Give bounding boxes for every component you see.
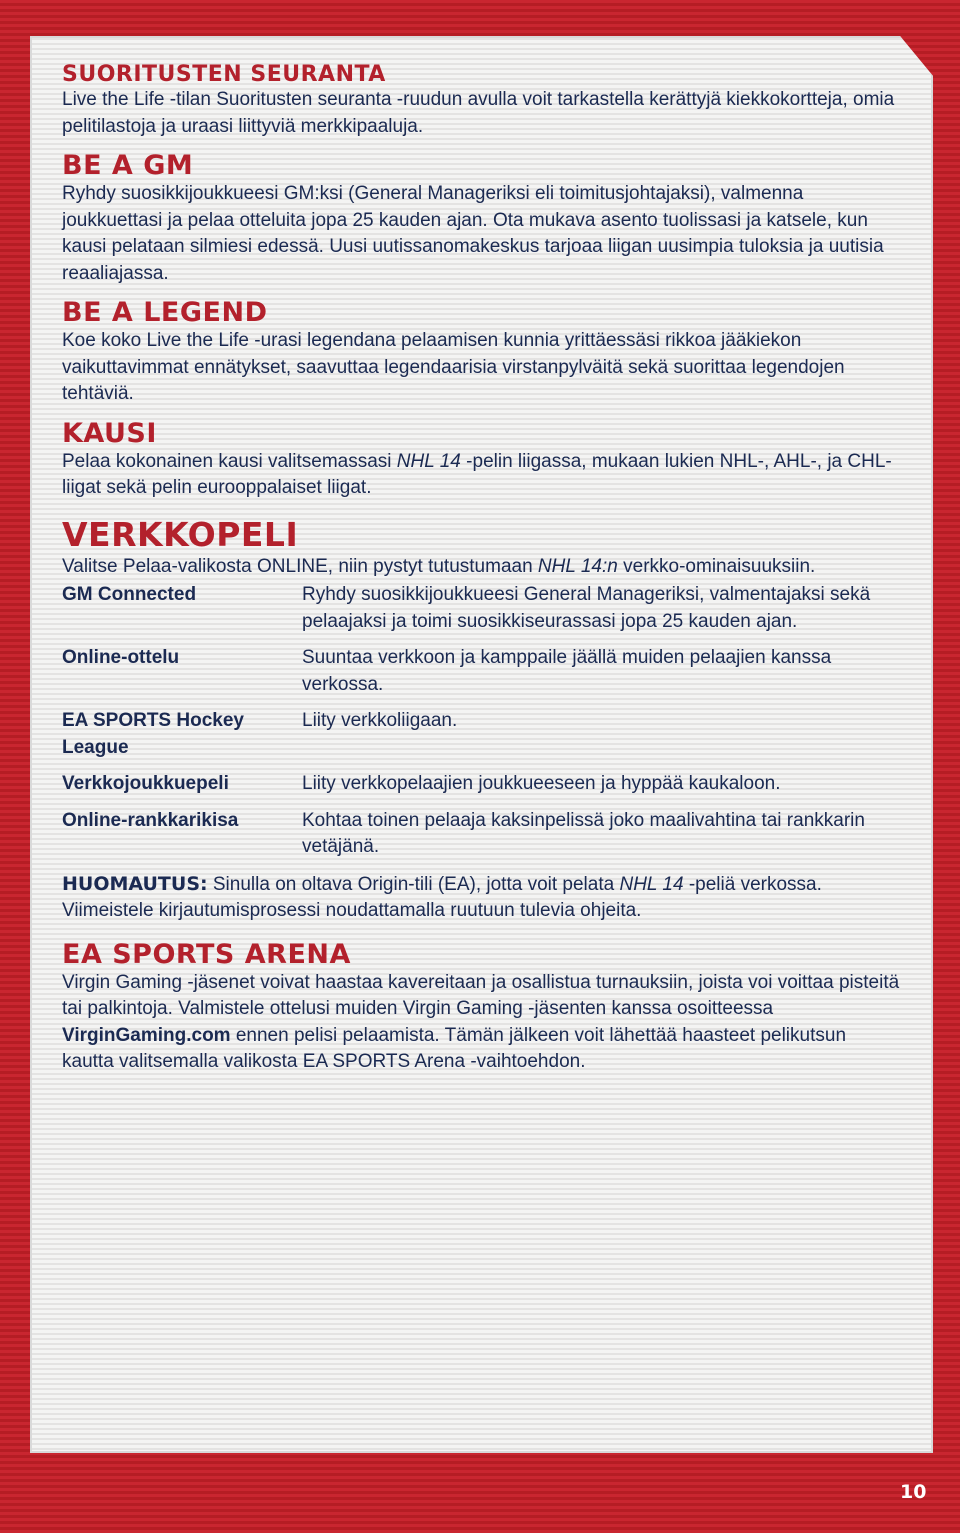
feature-desc-hockey-league: Liity verkkoliigaan. — [302, 710, 458, 732]
section-verkkopeli — [62, 516, 902, 925]
heading-be-a-legend: BE A LEGEND — [62, 297, 268, 329]
arena-text-1: Virgin Gaming -jäsenet voivat haastaa kavereitaan ja osallistua turnauksiin, joista voi voittaa pisteitä tai palkintoja. Valmistele ottelusi muiden Virgin Gaming -jäsenten kanssa osoitteessa — [62, 971, 900, 1020]
note-label: HUOMAUTUS: — [62, 872, 208, 895]
heading-ea-sports-arena: EA SPORTS ARENA — [62, 938, 351, 970]
feature-desc-online-ottelu: Suuntaa verkkoon ja kamppaile jäällä muiden pelaajien kanssa verkossa. — [302, 647, 832, 695]
page-content — [62, 62, 902, 1076]
online-features-table — [62, 582, 902, 871]
verkkopeli-intro-2: verkko-ominaisuuksiin. — [617, 555, 816, 577]
kausi-text-2: -pelin liigassa, mukaan lukien NHL-, AHL-, ja CHL-liigat sekä pelin eurooppalaiset liigat. — [62, 450, 892, 499]
page-number: 10 — [900, 1481, 927, 1503]
heading-suoritusten-seuranta: SUORITUSTEN SEURANTA — [62, 62, 386, 87]
feature-desc-gm-connected: Ryhdy suosikkijoukkueesi General Manageriksi, valmentajaksi sekä pelaajaksi ja toimi suosikkiseurassasi jopa 25 kauden ajan. — [302, 584, 871, 632]
body-ea-sports-arena — [62, 970, 902, 1076]
feature-term-online-ottelu: Online-ottelu — [62, 647, 180, 669]
body-suoritusten-seuranta: Live the Life -tilan Suoritusten seuranta -ruudun avulla voit tarkastella kerättyjä kiekkokortteja, omia pelitilastoja ja uraasi liittyviä merkkipaaluja. — [62, 89, 895, 137]
feature-desc-verkkojoukkuepeli: Liity verkkopelaajien joukkueeseen ja hyppää kaukaloon. — [302, 773, 781, 795]
feature-term-gm-connected: GM Connected — [62, 584, 197, 606]
note-paragraph — [62, 871, 902, 925]
feature-term-online-rankkarikisa: Online-rankkarikisa — [62, 809, 239, 831]
body-kausi — [62, 449, 902, 502]
heading-be-a-gm: BE A GM — [62, 150, 194, 182]
verkkopeli-game-title: NHL 14:n — [537, 555, 618, 577]
note-text-1: Sinulla on oltava Origin-tili (EA), jotta voit pelata — [207, 873, 620, 895]
section-be-a-gm — [62, 150, 902, 287]
section-be-a-legend — [62, 297, 902, 408]
section-suoritusten-seuranta — [62, 62, 902, 140]
section-kausi — [62, 418, 902, 502]
feature-desc-online-rankkarikisa: Kohtaa toinen pelaaja kaksinpelissä joko maalivahtina tai rankkarin vetäjänä. — [302, 809, 865, 858]
heading-kausi: KAUSI — [62, 417, 157, 449]
heading-verkkopeli: VERKKOPELI — [62, 514, 299, 554]
arena-text-2: ennen pelisi pelaamista. Tämän jälkeen voit lähettää haasteet pelikutsun kautta valitsemalla valikosta EA SPORTS Arena -vaihtoehdon. — [62, 1024, 847, 1073]
kausi-game-title: NHL 14 — [396, 450, 461, 472]
body-be-a-gm: Ryhdy suosikkijoukkueesi GM:ksi (General Manageriksi eli toimitusjohtajaksi), valmenna joukkuettasi ja pelaa otteluita jopa 25 kauden ajan. Ota mukava asento tuolissasi ja katsele, kun kausi pelataan silmiesi edessä. Uusi uutissanomakeskus tarjoaa liigan uusimpia tuloksia ja uutisia reaaliajassa. — [62, 183, 884, 284]
feature-term-verkkojoukkuepeli: Verkkojoukkuepeli — [62, 773, 229, 795]
kausi-text-1: Pelaa kokonainen kausi valitsemassasi — [62, 450, 397, 472]
body-be-a-legend: Koe koko Live the Life -urasi legendana pelaamisen kunnia yrittäessäsi rikkoa jääkiekon vaikuttavimmat ennätykset, saavuttaa legendaarisia virstanpylväitä sekä suorittaa legendojen tehtäviä. — [62, 330, 845, 405]
verkkopeli-intro-1: Valitse Pelaa-valikosta ONLINE, niin pystyt tutustumaan — [62, 555, 538, 577]
virgin-gaming-link[interactable]: VirginGaming.com — [62, 1024, 231, 1046]
feature-term-hockey-league: EA SPORTS Hockey League — [62, 710, 244, 758]
body-verkkopeli-intro — [62, 554, 902, 581]
note-text-2: -peliä verkossa. Viimeistele kirjautumisprosessi noudattamalla ruutuun tulevia ohjeita. — [62, 873, 822, 922]
section-ea-sports-arena — [62, 939, 902, 1076]
note-game-title: NHL 14 — [619, 873, 684, 895]
